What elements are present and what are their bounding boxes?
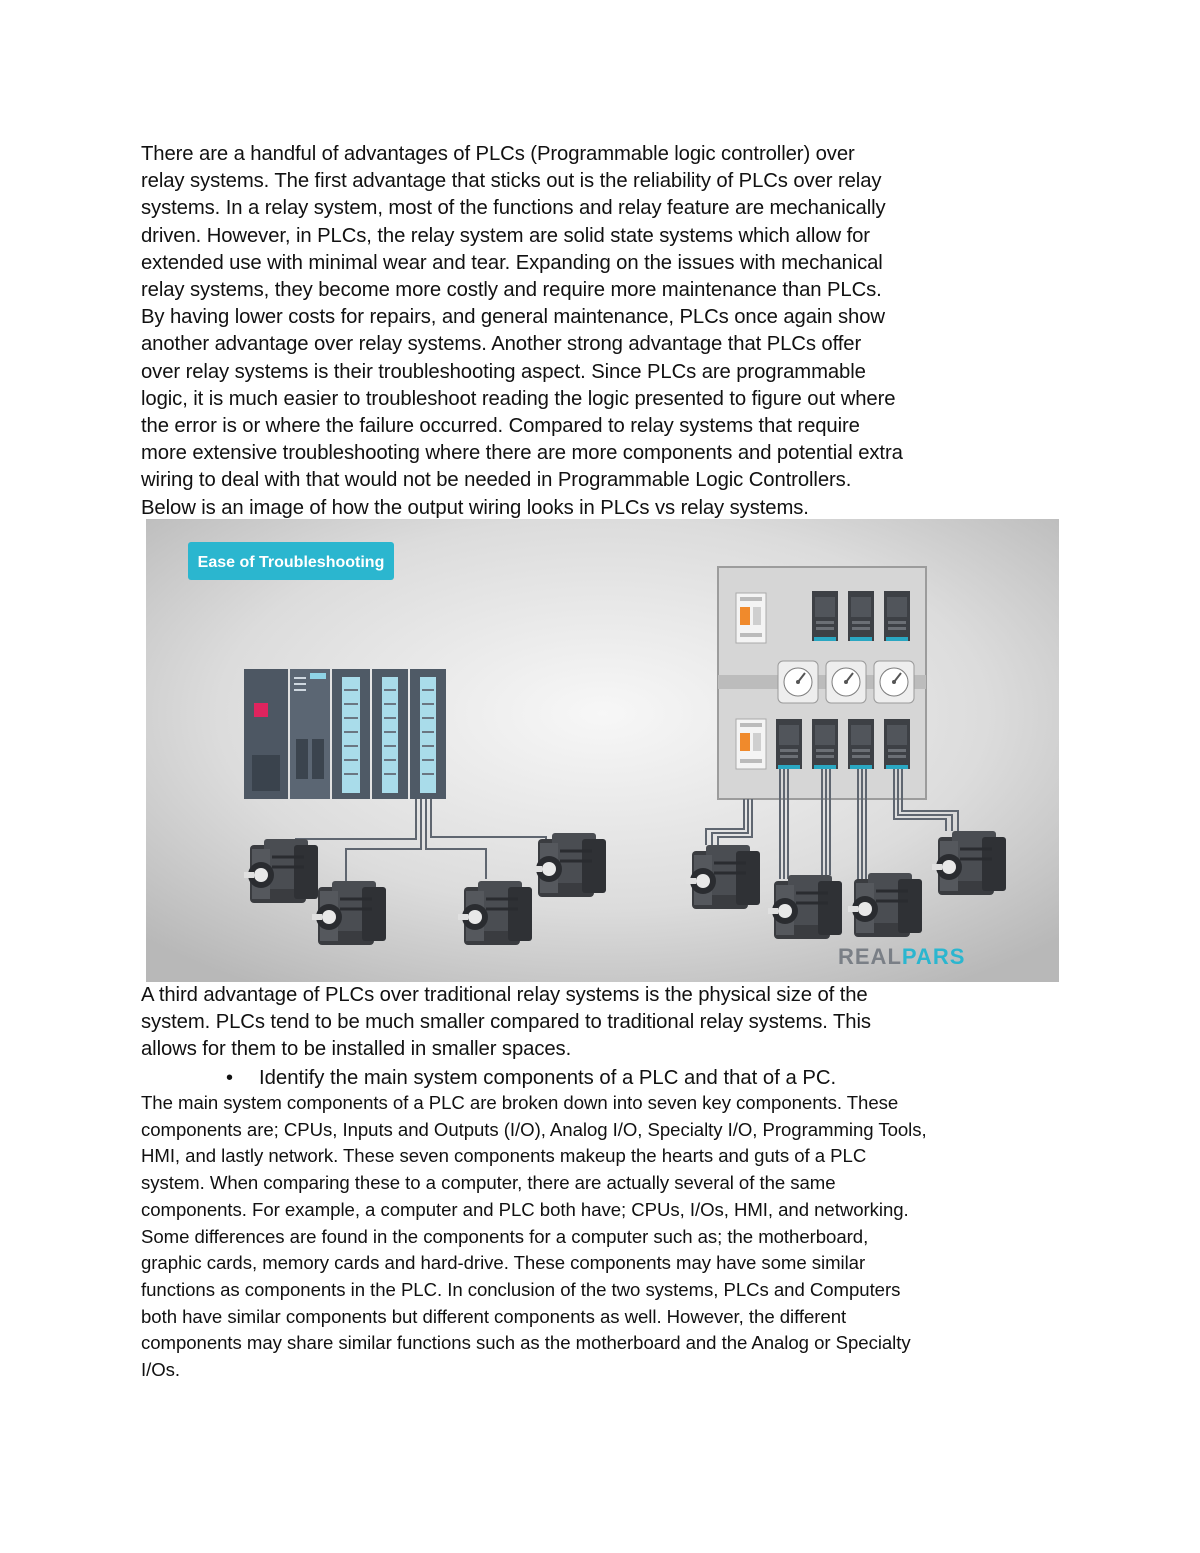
- relay-motor-1: [686, 845, 760, 909]
- plc-motor-3: [458, 881, 532, 945]
- plc-motor-1: [244, 839, 318, 903]
- relay-motor-2: [768, 875, 842, 939]
- paragraph-plc-reliability: There are a handful of advantages of PLCs (Programmable logic controller) over relay systems. The first advantage that sticks out is the reliability of PLCs over relay systems. In a relay system, most of the functions and relay feature are mechanically driven. However, in PLCs, the relay system are solid state systems which allow for extended use with minimal wear and tear. Expanding on the issues with mechanical relay systems, they become more costly and require more maintenance than PLCs. By having lower costs for repairs, and general maintenance, PLCs once again show another advantage over relay systems. Another strong advantage that PLCs offer over relay systems is their troubleshooting aspect. Since PLCs are programmable logic, it is much easier to troubleshoot reading the logic presented to figure out where the error is or where the failure occurred. Compared to relay systems that require more extensive troubleshooting where there are more components and potential extra wiring to deal with that would not be needed in Programmable Logic Controllers. Below is an image of how the output wiring looks in PLCs vs relay systems.: [141, 143, 903, 519]
- paragraph-plc-size: A third advantage of PLCs over traditional relay systems is the physical size of the system. PLCs tend to be much smaller compared to traditional relay systems. This allows for them to be installed in smaller spaces.: [141, 984, 871, 1061]
- plc-motor-2: [312, 881, 386, 945]
- plc-vs-relay-wiring-figure: [146, 519, 1059, 982]
- relay-panel: [718, 567, 926, 799]
- plc-rack: [244, 669, 446, 799]
- relay-motor-4: [932, 831, 1006, 895]
- plc-motor-4: [532, 833, 606, 897]
- bullet-text: Identify the main system components of a PLC and that of a PC.: [259, 1067, 837, 1089]
- relay-motor-3: [848, 873, 922, 937]
- bullet-symbol: •: [226, 1067, 234, 1089]
- badge-label: Ease of Troubleshooting: [197, 554, 385, 571]
- realpars-logo: REALPARS: [838, 944, 966, 969]
- paragraph-plc-components: The main system components of a PLC are broken down into seven key components. These components are; CPUs, Inputs and Outputs (I/O), Analog I/O, Specialty I/O, Programming Tools, HMI, and lastly network. These seven components makeup the hearts and guts of a PLC system. When comparing these to a computer, there are actually several of the same components. For example, a computer and PLC both have; CPUs, I/Os, HMI, and networking. Some differences are found in the components for a computer such as; the motherboard, graphic cards, memory cards and hard-drive. These components may have some similar functions as components in the PLC. In conclusion of the two systems, PLCs and Computers both have similar components but different components as well. However, the different components may share similar functions such as the motherboard and the Analog or Specialty I/Os.: [141, 1092, 927, 1381]
